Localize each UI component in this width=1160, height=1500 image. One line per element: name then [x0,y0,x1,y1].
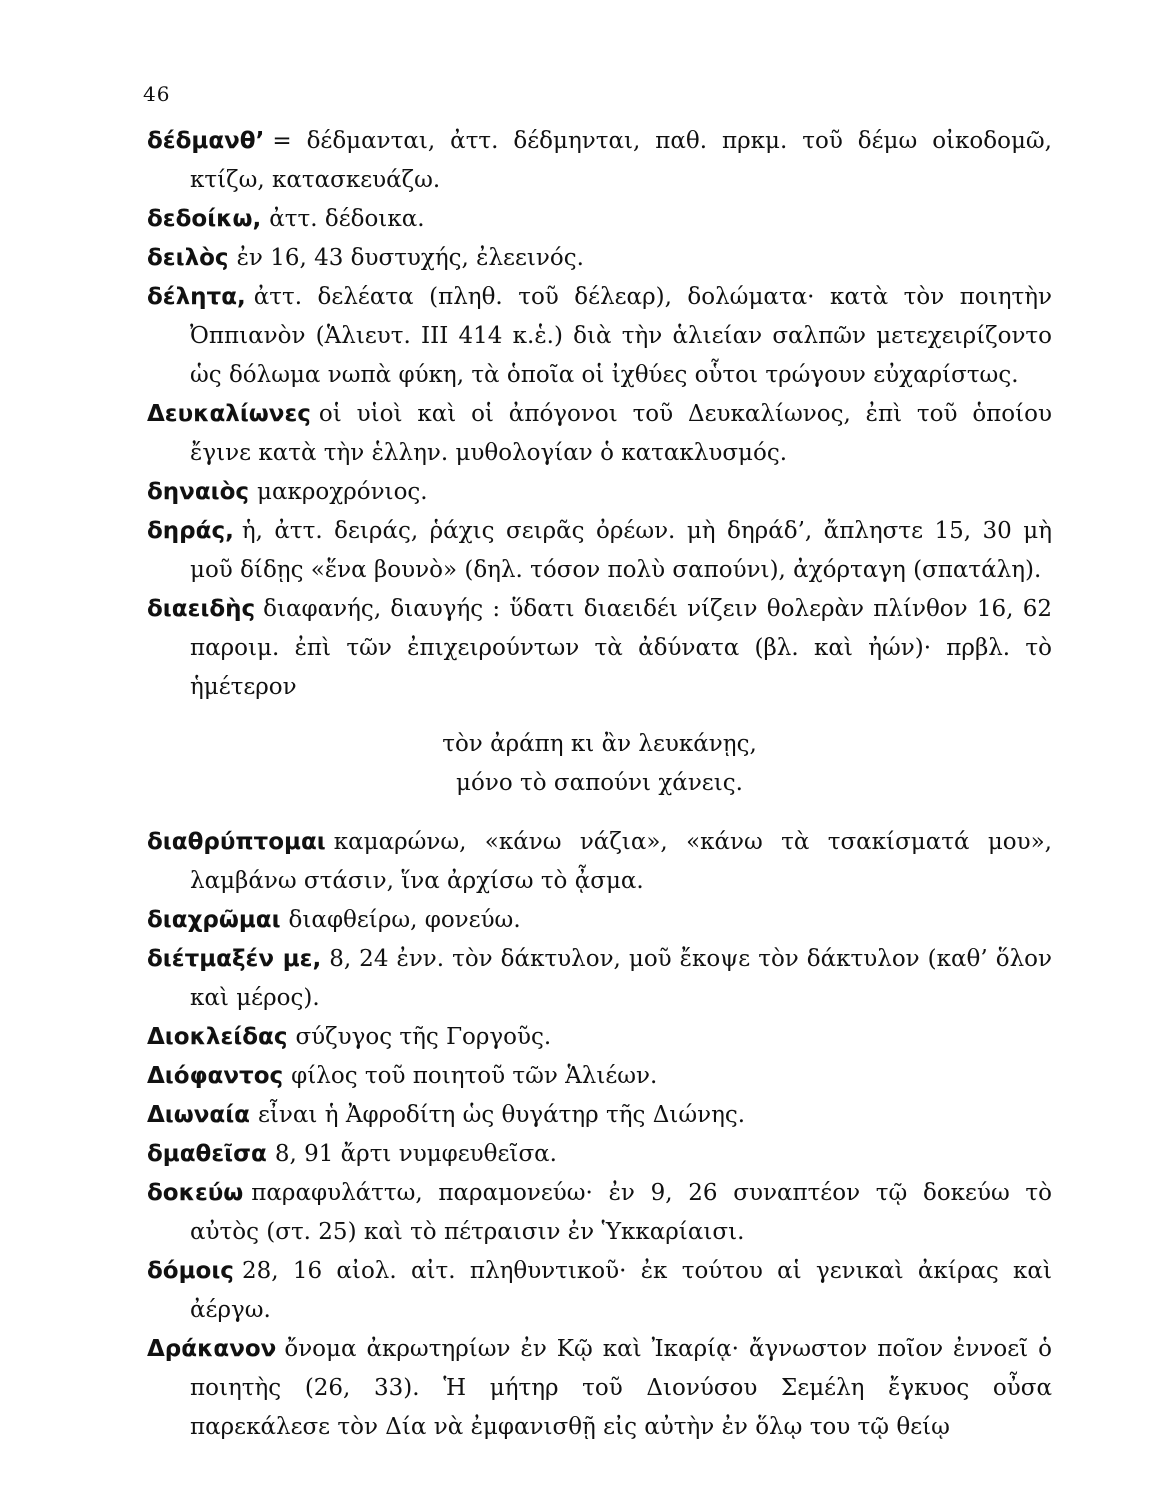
entry-definition: 28, 16 αἰολ. αἰτ. πληθυντικοῦ· ἐκ τούτου αἱ γενικαὶ ἀκίρας καὶ ἀέργω. [190,1258,1052,1323]
entry-diophantos [147,1057,1052,1096]
entry-dedoiko [147,200,1052,239]
entry-diachromai [147,901,1052,940]
entry-headword: διαθρύπτομαι [147,829,326,855]
entry-headword: διαειδὴς [147,596,256,622]
entry-dedmanth [147,122,1052,200]
entry-definition: μακροχρόνιος. [257,479,428,505]
entry-definition: ὄνομα ἀκρωτηρίων ἐν Κῷ καὶ Ἰκαρίᾳ· ἄγνωστον ποῖον ἐννοεῖ ὁ ποιητὴς (26, 33). Ἡ μήτηρ τοῦ Διονύσου Σεμέλη ἔγκυος οὖσα παρεκάλεσε τὸν Δία νὰ ἐμφανισθῇ εἰς αὐτὴν ἐν ὅλῳ του τῷ θείῳ [190,1336,1052,1440]
entry-domois [147,1252,1052,1330]
entry-definition: ἐν 16, 43 δυστυχής, ἐλεεινός. [236,245,584,271]
verse-line: τὸν ἀράπη κι ἂν λευκάνῃς, [442,731,757,757]
entry-definition: ἡ, ἀττ. δειράς, ῥάχις σειρᾶς ὀρέων. μὴ δηράδ’, ἄπληστε 15, 30 μὴ μοῦ δίδῃς «ἕνα βουνὸ» (δηλ. τόσον πολὺ σαπούνι), ἀχόρταγη (σπατάλη). [190,518,1052,583]
entry-denaios [147,473,1052,512]
entry-definition: εἶναι ἡ Ἀφροδίτη ὡς θυγάτηρ τῆς Διώνης. [257,1102,746,1128]
entry-headword: Διωναία [147,1102,250,1128]
entry-definition: 8, 91 ἄρτι νυμφευθεῖσα. [274,1141,557,1167]
entry-definition: σύζυγος τῆς Γοργοῦς. [295,1024,552,1050]
entry-dionaia [147,1096,1052,1135]
entry-dmatheisa [147,1135,1052,1174]
entry-headword: δόμοις [147,1258,234,1284]
entry-diaeides [147,590,1052,707]
entry-headword: Δράκανον [147,1336,277,1362]
entry-headword: δηράς, [147,518,234,544]
entry-headword: δοκεύω [147,1180,244,1206]
page-number: 46 [143,82,171,106]
entry-headword: διαχρῶμαι [147,907,281,933]
dictionary-entries [147,122,1052,1447]
entry-headword: δειλὸς [147,245,229,271]
entry-headword: διέτμαξέν με, [147,946,322,972]
entry-diokleidas [147,1018,1052,1057]
entry-headword: Διοκλείδας [147,1024,288,1050]
entry-headword: δέδμανθ’ [147,128,265,154]
entry-headword: δεδοίκω, [147,206,262,232]
entry-dietmaxen [147,940,1052,1018]
entry-drakanon [147,1330,1052,1447]
verse-line: μόνο τὸ σαπούνι χάνεις. [456,770,743,796]
entry-definition: καμαρώνω, «κάνω νάζια», «κάνω τὰ τσακίσματά μου», λαμβάνω στάσιν, ἵνα ἀρχίσω τὸ ᾆσμα. [190,829,1052,894]
entry-dokeuo [147,1174,1052,1252]
verse-quotation [147,707,1052,823]
entry-headword: Δευκαλίωνες [147,401,311,427]
entry-definition: διαφθείρω, φονεύω. [288,907,521,933]
entry-delita [147,278,1052,395]
entry-definition: = δέδμανται, ἀττ. δέδμηνται, παθ. πρκμ. τοῦ δέμω οἰκοδομῶ, κτίζω, κατασκευάζω. [190,128,1052,193]
entry-diathryptomai [147,823,1052,901]
entry-definition: φίλος τοῦ ποιητοῦ τῶν Ἁλιέων. [291,1063,658,1089]
entry-definition: οἱ υἱοὶ καὶ οἱ ἀπόγονοι τοῦ Δευκαλίωνος, ἐπὶ τοῦ ὁποίου ἔγινε κατὰ τὴν ἑλλην. μυθολογίαν ὁ κατακλυσμός. [190,401,1052,466]
entry-headword: δηναιὸς [147,479,250,505]
entry-deras [147,512,1052,590]
entry-headword: δέλητα, [147,284,246,310]
entry-definition: ἀττ. δέδοικα. [269,206,425,232]
entry-definition: διαφανής, διαυγής : ὕδατι διαειδέι νίζειν θολερὰν πλίνθον 16, 62 παροιμ. ἐπὶ τῶν ἐπιχειρούντων τὰ ἀδύνατα (βλ. καὶ ἠών)· πρβλ. τὸ ἡμέτερον [190,596,1052,700]
entry-definition: ἀττ. δελέατα (πληθ. τοῦ δέλεαρ), δολώματα· κατὰ τὸν ποιητὴν Ὀππιανὸν (Ἁλιευτ. III 414 κ.ἑ.) διὰ τὴν ἁλιείαν σαλπῶν μετεχειρίζοντο ὡς δόλωμα νωπὰ φύκη, τὰ ὁποῖα οἱ ἰχθύες οὗτοι τρώγουν εὐχαρίστως. [190,284,1052,388]
entry-definition: 8, 24 ἐνν. τὸν δάκτυλον, μοῦ ἔκοψε τὸν δάκτυλον (καθ’ ὅλον καὶ μέρος). [190,946,1052,1011]
entry-deukaliones [147,395,1052,473]
entry-deilos [147,239,1052,278]
entry-headword: Διόφαντος [147,1063,284,1089]
entry-headword: δμαθεῖσα [147,1141,267,1167]
entry-definition: παραφυλάττω, παραμονεύω· ἐν 9, 26 συναπτέον τῷ δοκεύω τὸ αὐτὸς (στ. 25) καὶ τὸ πέτραισιν ἐν Ὑκκαρίαισι. [190,1180,1052,1245]
